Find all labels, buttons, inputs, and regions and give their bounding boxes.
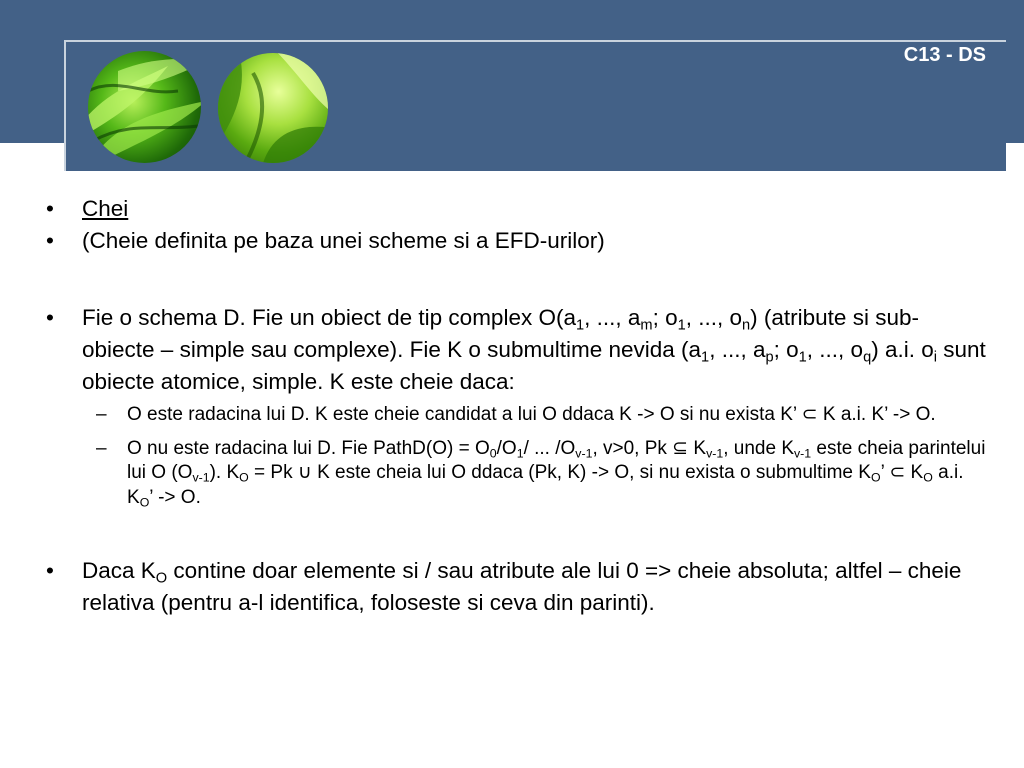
leaf-image-left (88, 51, 201, 163)
sub-bullet-non-root: – O nu este radacina lui D. Fie PathD(O) = $O_0/O_1/$ ... $/O_{v-1}$, v>0, Pk ⊆ $K_{v-1}$, unde $K_{v-1}$ este cheia parintelui lui O $(O_{v-1})$. $K_O = Pk$ ∪ K este cheia lui O ddaca (Pk, K) -> O, si nu exista o submultime $K_O$’ ⊂ $K_O$ a.i. $K_O$’ -> O. (46, 437, 986, 511)
leaf-image-right (218, 53, 328, 163)
sub-bullet-root: – O este radacina lui D. K este cheie candidat a lui O ddaca K -> O si nu exista K’ ⊂ K a.i. K’ -> O. (46, 403, 986, 428)
bullet-schema: • Fie o schema D. Fie un obiect de tip complex $O(a_1$, ..., $a_m$; $o_1$, ..., $o_n$) (atribute si sub-obiecte – simple sau complexe). Fie K o submultime nevida ($a_1$, ..., $a_p$; $o_1$, ..., $o_q$) a.i. $o_i$ sunt obiecte atomice, simple. K este cheie daca: (46, 302, 986, 398)
bullet-chei: • Chei (46, 193, 986, 225)
slide-id: C13 - DS (903, 44, 986, 66)
bullet-absolute-key: • Daca $K_O$ contine doar elemente si / sau atribute ale lui 0 => cheie absoluta; altfel – cheie relativa (pentru a-l identifica, foloseste si ceva din parinti). (46, 555, 986, 619)
bullet-definition: • (Cheie definita pe baza unei scheme si a EFD-urilor) (46, 225, 986, 257)
slide-body (46, 193, 986, 619)
